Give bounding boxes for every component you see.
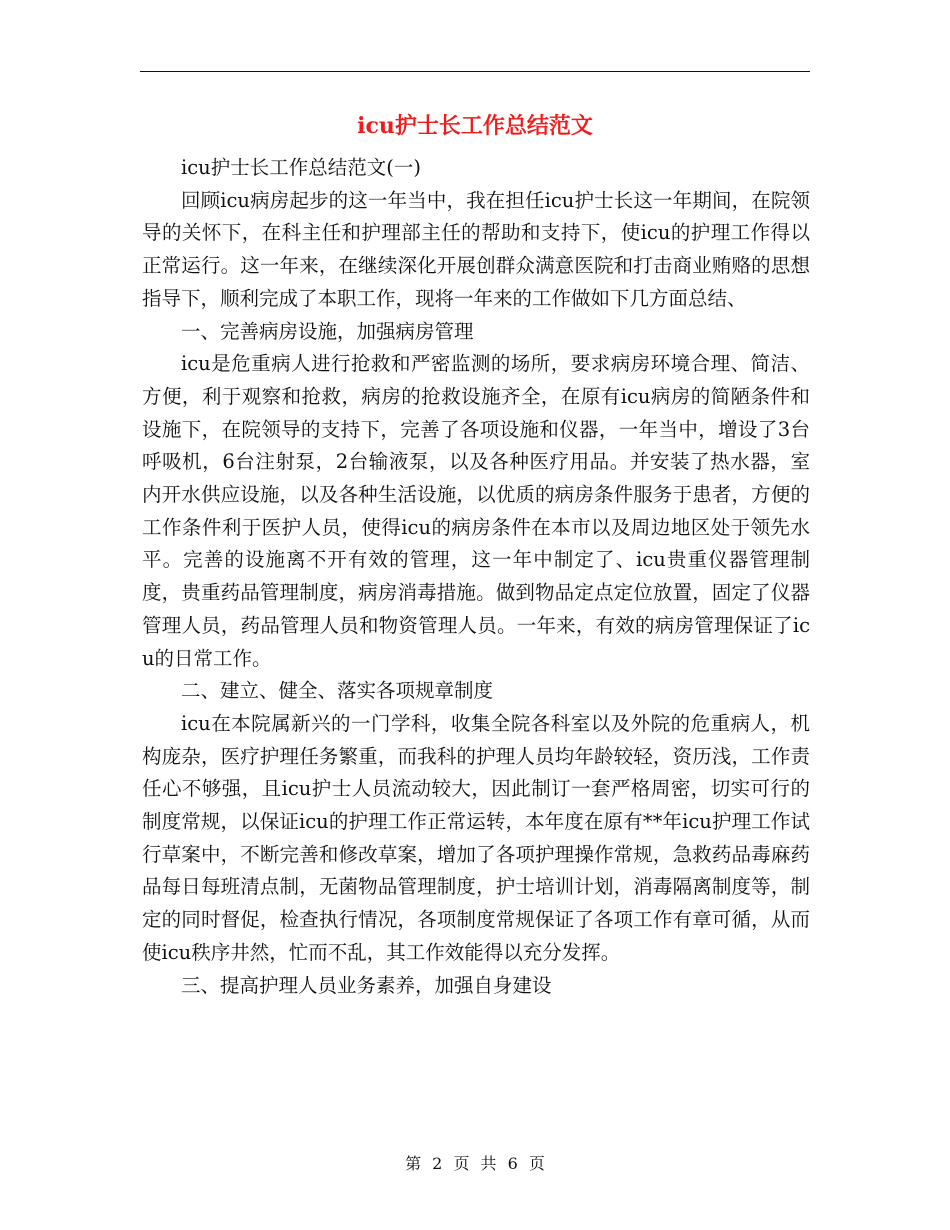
subtitle-paragraph: icu护士长工作总结范文(一) — [181, 156, 421, 179]
section-heading-2: 二、建立、健全、落实各项规章制度 — [181, 679, 494, 703]
document-title: icu护士长工作总结范文 — [357, 113, 593, 139]
intro-paragraph: 回顾icu病房起步的这一年当中，我在担任icu护士长这一年期间，在院领导的关怀下，在科主任和护理部主任的帮助和支持下，使icu的护理工作得以正常运行。这一年来，在继续深化开展创群众满意医院和打击商业贿赂的思想指导下，顺利完成了本职工作，现将一年来的工作做如下几方面总结、 — [142, 188, 810, 310]
header-rule — [140, 71, 810, 72]
document-body — [142, 152, 810, 1002]
page-number-footer: 第 2 页 共 6 页 — [405, 1154, 545, 1173]
section-heading-3: 三、提高护理人员业务素养，加强自身建设 — [181, 973, 552, 997]
section-2-paragraph: icu在本院属新兴的一门学科，收集全院各科室以及外院的危重病人，机构庞杂，医疗护理任务繁重，而我科的护理人员均年龄较轻，资历浅，工作责任心不够强，且icu护士人员流动较大，因此制订一套严格周密，切实可行的制度常规，以保证icu的护理工作正常运转，本年度在原有**年icu护理工作试行草案中，不断完善和修改草案，增加了各项护理操作常规，急救药品毒麻药品每日每班清点制，无菌物品管理制度，护士培训计划，消毒隔离制度等，制定的同时督促，检查执行情况，各项制度常规保证了各项工作有章可循，从而使icu秩序井然，忙而不乱，其工作效能得以充分发挥。 — [142, 711, 810, 964]
section-1-paragraph: icu是危重病人进行抢救和严密监测的场所，要求病房环境合理、简洁、方便，利于观察和抢救，病房的抢救设施齐全，在原有icu病房的简陋条件和设施下，在院领导的支持下，完善了各项设施和仪器，一年当中，增设了3台呼吸机，6台注射泵，2台输液泵，以及各种医疗用品。并安装了热水器，室内开水供应设施，以及各种生活设施，以优质的病房条件服务于患者，方便的工作条件利于医护人员，使得icu的病房条件在本市以及周边地区处于领先水平。完善的设施离不开有效的管理，这一年中制定了、icu贵重仪器管理制度，贵重药品管理制度，病房消毒措施。做到物品定点定位放置，固定了仪器管理人员，药品管理人员和物资管理人员。一年来，有效的病房管理保证了icu的日常工作。 — [142, 352, 810, 670]
section-heading-1: 一、完善病房设施，加强病房管理 — [181, 319, 474, 343]
